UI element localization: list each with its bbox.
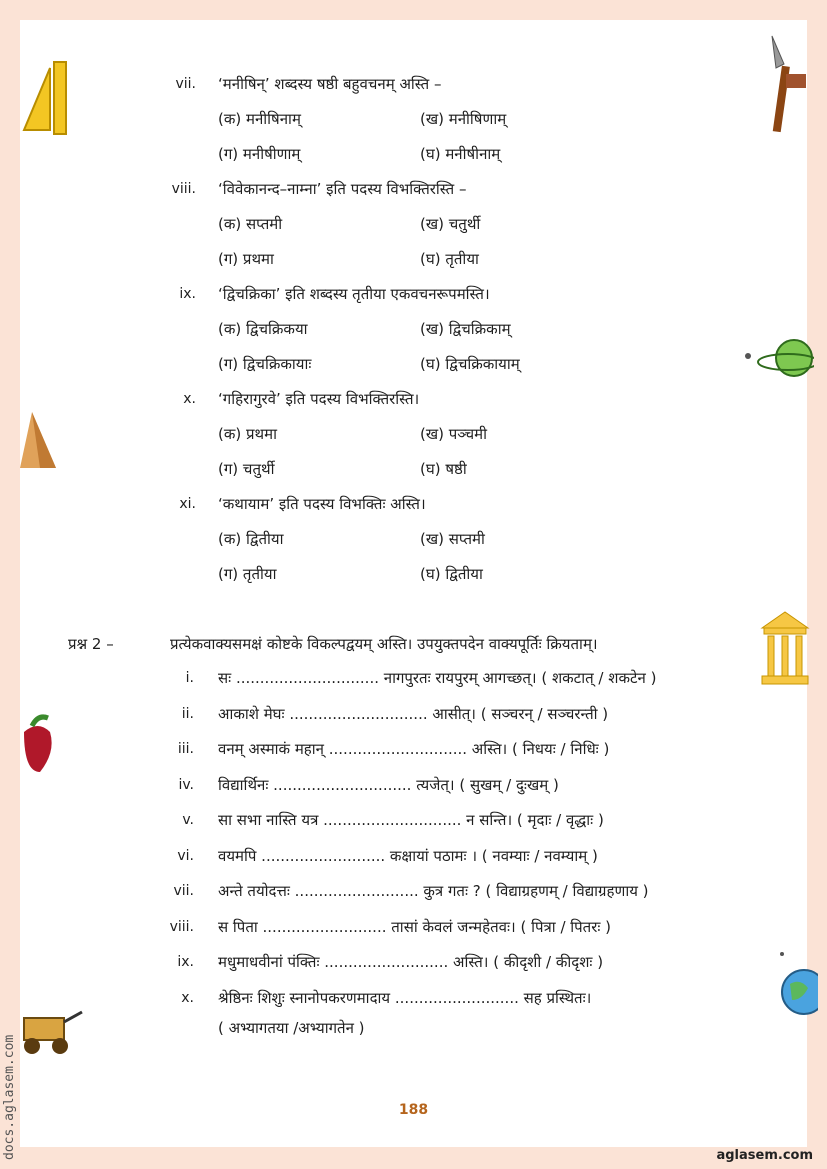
option: (ग) मनीषीणाम् xyxy=(218,145,301,163)
row-number: vii. xyxy=(173,883,194,899)
question-number: x. xyxy=(183,391,196,407)
question-number: vii. xyxy=(175,76,196,92)
row-number: iv. xyxy=(178,776,194,793)
page-number: 188 xyxy=(398,1102,429,1118)
fill-blank-sentence: स पिता .......................... तासां केवलं जन्महेतवः। ( पित्रा / पितरः ) xyxy=(218,917,612,936)
question-number: viii. xyxy=(171,181,196,197)
option: (क) द्वितीया xyxy=(218,530,284,548)
apple-icon xyxy=(20,712,56,776)
question-text: ‘विवेकानन्द–नाम्ना’ इति पदस्य विभक्तिरस्ति – xyxy=(218,180,467,198)
cart-icon xyxy=(20,1002,84,1058)
watermark: docs.aglasem.com xyxy=(2,1034,17,1160)
option: (ख) पञ्चमी xyxy=(420,425,487,443)
question-text: ‘गहिरागुरवे’ इति पदस्य विभक्तिरस्ति। xyxy=(218,390,420,408)
fill-blank-sentence: वनम् अस्माकं महान् ............................. अस्ति। ( निधयः / निधिः ) xyxy=(218,740,610,758)
option: (क) सप्तमी xyxy=(218,215,283,233)
row-number: viii. xyxy=(169,918,194,935)
row-number: x. xyxy=(181,989,194,1006)
option: (ग) चतुर्थी xyxy=(218,460,275,478)
brand-label: aglasem.com xyxy=(716,1148,813,1163)
option: (घ) तृतीया xyxy=(420,250,479,268)
option: (क) द्विचक्रिकया xyxy=(218,320,308,338)
option: (ख) द्विचक्रिकाम् xyxy=(420,320,511,338)
option: (घ) द्वितीया xyxy=(420,565,483,583)
fill-blank-sentence: सा सभा नास्ति यत्र ............................. न सन्ति। ( मृदाः / वृद्धाः ) xyxy=(218,811,604,829)
option: (ख) मनीषिणाम् xyxy=(420,110,507,128)
fill-blank-sentence: आकाशे मेघः ............................. आसीत्। ( सञ्चरन् / सञ्चरन्ती ) xyxy=(218,704,609,723)
shovel-icon xyxy=(768,34,812,134)
fill-blank-sentence: सः .............................. नागपुरतः रायपुरम् आगच्छत्। ( शकटात् / शकटेन ) xyxy=(218,669,657,687)
question-number: xi. xyxy=(179,496,196,512)
option: (क) मनीषिनाम् xyxy=(218,110,301,128)
option: (ग) द्विचक्रिकायाः xyxy=(218,355,312,373)
option: (घ) षष्ठी xyxy=(420,460,467,478)
planet-icon xyxy=(744,334,814,384)
temple-icon xyxy=(760,610,810,686)
option: (ग) तृतीया xyxy=(218,565,277,583)
option: (क) प्रथमा xyxy=(218,425,277,443)
option: (घ) मनीषीनाम् xyxy=(420,145,501,163)
q2-x-options: ( अभ्यागतया /अभ्यागतेन ) xyxy=(218,1019,365,1037)
ruler-set-square-icon xyxy=(20,60,68,136)
row-number: i. xyxy=(185,670,194,686)
row-number: iii. xyxy=(177,741,194,757)
option: (ख) चतुर्थी xyxy=(420,215,481,233)
row-number: v. xyxy=(182,812,194,828)
question-text: ‘कथायाम’ इति पदस्य विभक्तिः अस्ति। xyxy=(218,495,426,513)
option: (ग) प्रथमा xyxy=(218,250,274,268)
row-number: ix. xyxy=(177,954,194,970)
option: (ख) सप्तमी xyxy=(420,530,485,548)
fill-blank-sentence: मधुमाधवीनां पंक्तिः .......................... अस्ति। ( कीदृशी / कीदृशः ) xyxy=(218,953,604,971)
fill-blank-sentence: वयमपि .......................... कक्षायां पठामः । ( नवम्याः / नवम्याम् ) xyxy=(218,846,598,865)
question-2-label: प्रश्न 2 – xyxy=(68,635,114,653)
question-text: ‘मनीषिन्’ शब्दस्य षष्ठी बहुवचनम् अस्ति – xyxy=(218,75,442,93)
row-number: vi. xyxy=(177,847,194,864)
question-number: ix. xyxy=(179,286,196,302)
option: (घ) द्विचक्रिकायाम् xyxy=(420,355,520,373)
question-2-instruction: प्रत्येकवाक्यसमक्षं कोष्टके विकल्पद्वयम् अस्ति। उपयुक्तपदेन वाक्यपूर्तिः क्रियताम्। xyxy=(170,635,598,653)
pyramid-icon xyxy=(20,410,60,470)
fill-blank-sentence: विद्यार्थिनः ............................. त्यजेत्। ( सुखम् / दुःखम् ) xyxy=(218,775,559,794)
fill-blank-sentence: श्रेष्ठिनः शिशुः स्नानोपकरणमादाय .......................... सह प्रस्थितः। xyxy=(218,988,592,1007)
globe-icon xyxy=(778,950,818,1018)
fill-blank-sentence: अन्ते तयोदत्तः .......................... कुत्र गतः ? ( विद्याग्रहणम् / विद्याग्रहणाय ) xyxy=(218,882,649,900)
question-text: ‘द्विचक्रिका’ इति शब्दस्य तृतीया एकवचनरूपमस्ति। xyxy=(218,285,490,303)
row-number: ii. xyxy=(181,705,194,722)
